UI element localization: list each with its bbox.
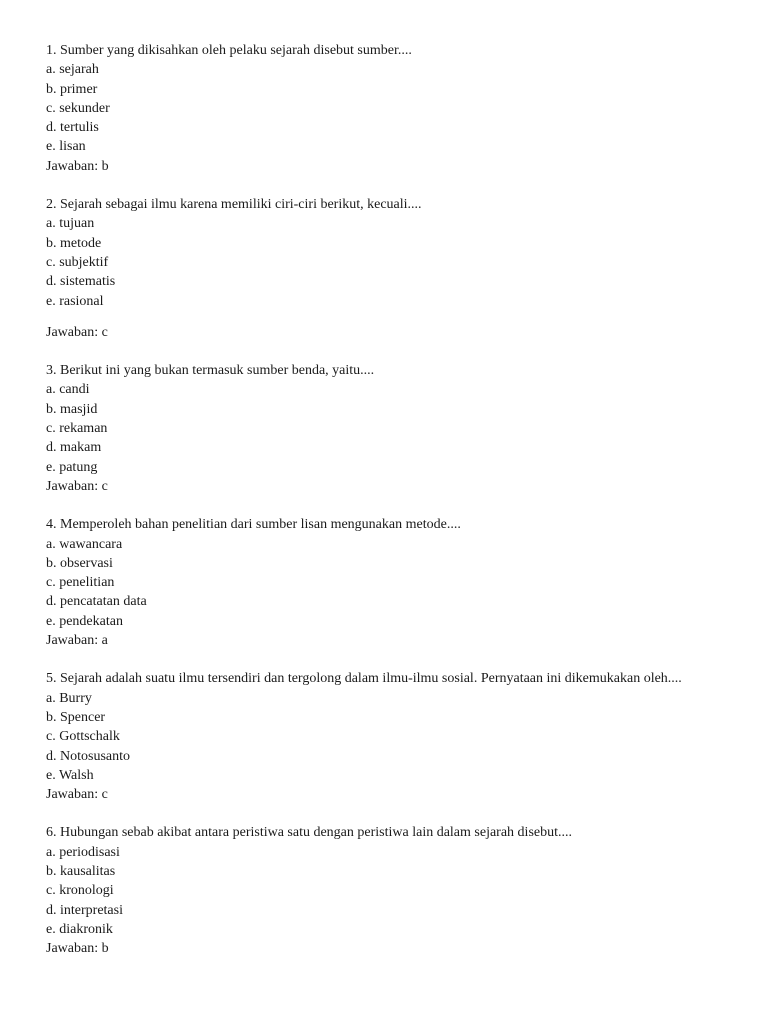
option-d: d. tertulis bbox=[46, 120, 99, 136]
option-d: d. pencatatan data bbox=[46, 594, 147, 610]
option-b: b. Spencer bbox=[46, 709, 106, 725]
option-c: c. rekaman bbox=[46, 421, 108, 437]
question-text: 4. Memperoleh bahan penelitian dari sumber lisan mengunakan metode.... bbox=[46, 517, 461, 533]
question-text: 1. Sumber yang dikisahkan oleh pelaku sejarah disebut sumber.... bbox=[46, 43, 412, 58]
question-3 bbox=[46, 361, 716, 496]
option-b: b. kausalitas bbox=[46, 863, 116, 879]
question-text: 6. Hubungan sebab akibat antara peristiwa satu dengan peristiwa lain dalam sejarah disebut.... bbox=[46, 825, 572, 841]
option-c: c. Gottschalk bbox=[46, 729, 120, 745]
answer-text: Jawaban: c bbox=[46, 478, 108, 494]
option-b: b. primer bbox=[46, 81, 98, 97]
option-a: a. tujuan bbox=[46, 216, 95, 232]
question-2 bbox=[46, 195, 716, 342]
answer-text: Jawaban: c bbox=[46, 324, 108, 340]
answer-text: Jawaban: b bbox=[46, 941, 109, 957]
option-e: e. lisan bbox=[46, 139, 86, 155]
option-e: e. patung bbox=[46, 459, 98, 475]
option-d: d. interpretasi bbox=[46, 902, 123, 918]
option-a: a. Burry bbox=[46, 690, 92, 706]
answer-text: Jawaban: a bbox=[46, 633, 108, 649]
question-text: 3. Berikut ini yang bukan termasuk sumber benda, yaitu.... bbox=[46, 363, 375, 379]
option-a: a. candi bbox=[46, 382, 90, 398]
option-d: d. sistematis bbox=[46, 274, 116, 290]
question-5 bbox=[46, 669, 716, 804]
option-e: e. rasional bbox=[46, 293, 104, 309]
option-c: c. subjektif bbox=[46, 254, 109, 270]
answer-text: Jawaban: b bbox=[46, 158, 109, 174]
question-4 bbox=[46, 515, 716, 650]
option-e: e. Walsh bbox=[46, 767, 94, 783]
answer-text: Jawaban: c bbox=[46, 787, 108, 803]
option-d: d. Notosusanto bbox=[46, 748, 130, 764]
option-b: b. observasi bbox=[46, 555, 113, 571]
option-b: b. metode bbox=[46, 235, 102, 251]
option-c: c. kronologi bbox=[46, 883, 114, 899]
option-c: c. sekunder bbox=[46, 100, 110, 116]
question-6 bbox=[46, 823, 716, 958]
option-a: a. sejarah bbox=[46, 62, 99, 78]
question-text: 5. Sejarah adalah suatu ilmu tersendiri dan tergolong dalam ilmu-ilmu sosial. Pernyataan ini dikemukakan oleh.... bbox=[46, 671, 682, 687]
option-a: a. periodisasi bbox=[46, 844, 120, 860]
question-text: 2. Sejarah sebagai ilmu karena memiliki ciri-ciri berikut, kecuali.... bbox=[46, 197, 422, 213]
question-1 bbox=[46, 41, 716, 176]
option-a: a. wawancara bbox=[46, 536, 123, 552]
document-page bbox=[46, 41, 716, 977]
option-d: d. makam bbox=[46, 440, 102, 456]
option-c: c. penelitian bbox=[46, 575, 115, 591]
option-e: e. diakronik bbox=[46, 921, 113, 937]
option-b: b. masjid bbox=[46, 401, 98, 417]
option-e: e. pendekatan bbox=[46, 613, 123, 629]
